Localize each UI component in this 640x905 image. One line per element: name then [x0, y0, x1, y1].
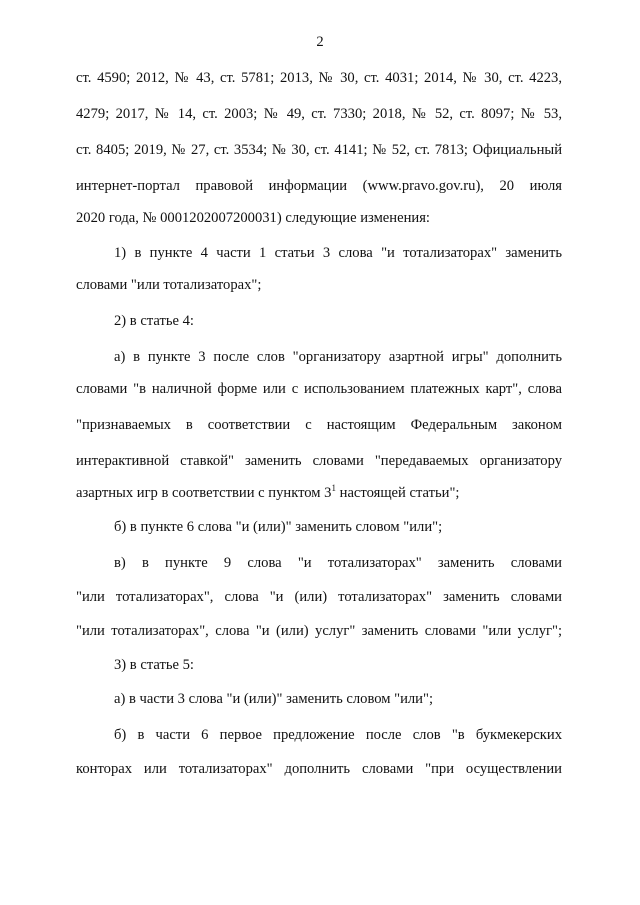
text-fragment: настоящей статьи"; [339, 485, 460, 501]
text-line: конторах или тотализаторах" дополнить словами "при осуществлении [76, 761, 562, 777]
text-line: "или тотализаторах", слова "и (или) услуг" заменить словами "или услуг"; [76, 623, 562, 639]
text-line: а) в пункте 3 после слов "организатору азартной игры" дополнить [114, 349, 562, 365]
text-line: 3) в статье 5: [114, 657, 194, 673]
text-line: ст. 4590; 2012, № 43, ст. 5781; 2013, № 30, ст. 4031; 2014, № 30, ст. 4223, [76, 70, 562, 86]
text-line: интернет-портал правовой информации (www.pravo.gov.ru), 20 июля [76, 178, 562, 194]
page-number: 2 [316, 34, 324, 50]
text-line: интерактивной ставкой" заменить словами "передаваемых организатору [76, 453, 562, 469]
text-line: 2020 года, № 0001202007200031) следующие изменения: [76, 210, 430, 226]
superscript: 1 [331, 483, 336, 493]
text-line: б) в пункте 6 слова "и (или)" заменить словом "или"; [114, 519, 443, 535]
text-fragment: азартных игр в соответствии с пунктом 3 [76, 485, 332, 501]
text-line: в) в пункте 9 слова "и тотализаторах" заменить словами [114, 555, 562, 571]
text-line: 1) в пункте 4 части 1 статьи 3 слова "и тотализаторах" заменить [114, 245, 562, 261]
text-line: ст. 8405; 2019, № 27, ст. 3534; № 30, ст. 4141; № 52, ст. 7813; Официальный [76, 142, 562, 158]
text-line: б) в части 6 первое предложение после слов "в букмекерских [114, 727, 562, 743]
text-line: 2) в статье 4: [114, 313, 194, 329]
text-line: словами "в наличной форме или с использованием платежных карт", слова [76, 381, 562, 397]
text-line [76, 485, 562, 502]
text-line: "признаваемых в соответствии с настоящим Федеральным законом [76, 417, 562, 433]
text-line: 4279; 2017, № 14, ст. 2003; № 49, ст. 7330; 2018, № 52, ст. 8097; № 53, [76, 106, 562, 122]
text-line: словами "или тотализаторах"; [76, 277, 262, 293]
text-line: "или тотализаторах", слова "и (или) тотализаторах" заменить словами [76, 589, 562, 605]
text-line: а) в части 3 слова "и (или)" заменить словом "или"; [114, 691, 434, 707]
